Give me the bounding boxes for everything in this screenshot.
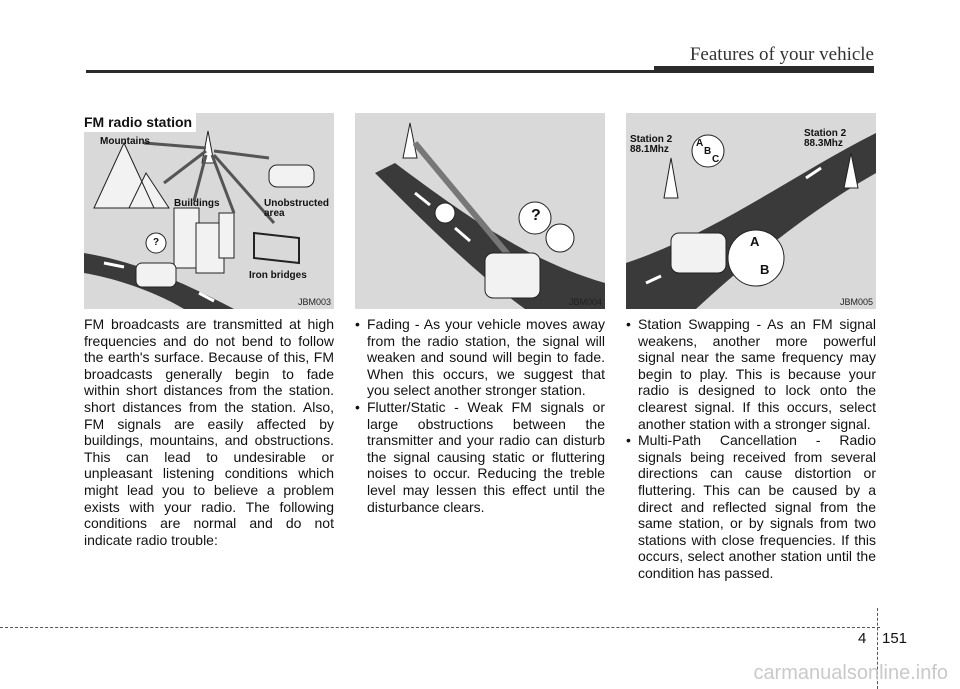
label-iron-bridges: Iron bridges [249,270,307,281]
intro-paragraph: FM broadcasts are transmitted at high frequencies and do not bend to follow the earth's surface. Because of this, FM broadcasts generally begin to fade within short distances from the station. short distances from the station. Also, FM signals are easily affected by buildings, mountains, and obstructions. This can lead to undesirable or unpleasant listening conditions which might lead you to believe a problem exists with your radio. The following conditions are normal and do not indicate radio trouble: [84,316,334,548]
tree-2 [546,224,574,252]
label-mountains: Mountains [100,136,150,147]
figure-station-swapping [626,113,876,309]
figure-code: JBM005 [839,297,873,307]
figure-title: FM radio station [84,113,196,132]
header-rule-accent [654,66,874,73]
tower [403,123,417,158]
label-unobstructed: Unobstructed [264,198,329,209]
figure-code: JBM004 [568,297,602,307]
tower-left [664,158,678,198]
label-area: area [264,208,285,219]
header-title: Features of your vehicle [689,44,874,65]
fading-illustration [355,113,605,309]
label-station-right-freq: 88.3Mhz [804,138,843,149]
figure-code: JBM003 [297,297,331,307]
bullet-flutter-static: • Flutter/Static - Weak FM signals or large obstructions between the transmitter and your radio can disturb the signal causing static or fluttering noises to occur. Reducing the treble level may lessen this effect until the disturbance clears. [355,399,605,515]
car-near [136,263,176,287]
car [671,233,726,273]
label-letter-b-bottom: B [760,262,770,277]
iron-bridge [254,233,299,263]
figure-fm-radio-station [84,113,334,309]
label-station-right-name: Station 2 [804,128,847,139]
label-station-left-name: Station 2 [630,134,673,145]
label-letter-b-top: B [704,146,712,157]
car [485,253,540,298]
bullet-multi-path: • Multi-Path Cancellation - Radio signals being received from several directions can cause distortion or fluttering. This can be caused by a direct and reflected signal from the same station, or by signals from two stations with close frequencies. If this occurs, select another station until the condition has passed. [626,432,876,581]
column-middle [355,316,605,515]
bullet-fading: • Fading - As your vehicle moves away from the radio station, the signal will weaken and sound will begin to fade. When this occurs, we suggest that you select another stronger station. [355,316,605,399]
watermark: carmanualsonline.info [753,662,948,684]
label-letter-c-top: C [712,154,720,165]
car-far [269,165,314,187]
bullet-station-swapping: • Station Swapping - As an FM signal weakens, another more powerful signal near the same frequency may begin to play. This is because your radio is designed to lock onto the clearest signal. If this occurs, select another station with a stronger signal. [626,316,876,432]
label-station-left-freq: 88.1Mhz [630,144,669,155]
column-right [626,316,876,582]
mountains-shape [94,143,169,208]
label-question: ? [153,237,160,248]
tree-1 [435,203,455,223]
label-question: ? [531,207,541,224]
column-left [84,316,334,548]
label-buildings: Buildings [174,198,220,209]
page-number: 151 [882,630,908,647]
building-1 [174,208,199,268]
label-letter-a-top: A [696,138,704,149]
footer-line [0,627,880,628]
label-letter-a-bottom: A [750,234,760,249]
figure-fading [355,113,605,309]
building-3 [219,213,234,258]
page-chapter: 4 [858,630,867,647]
